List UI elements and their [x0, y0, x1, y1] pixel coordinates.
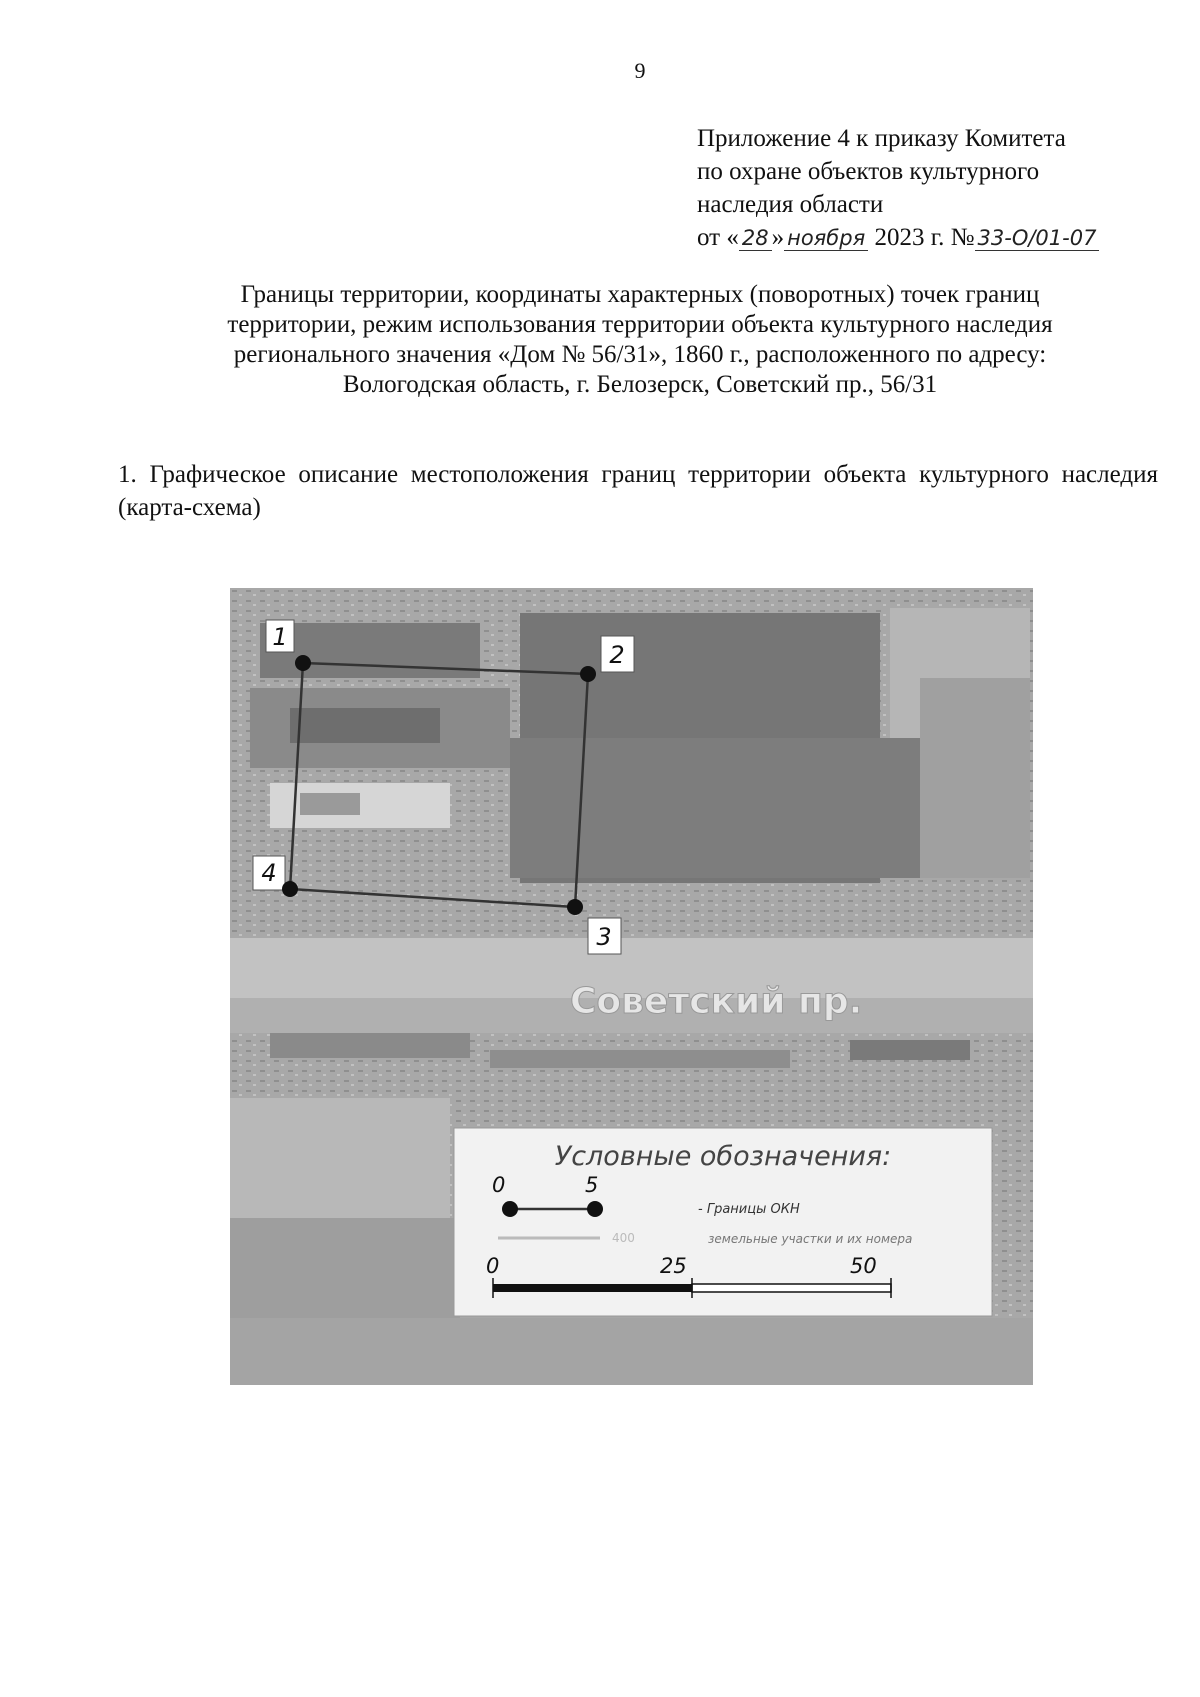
date-month: ноября — [784, 226, 868, 251]
legend-title: Условные обозначения: — [554, 1141, 892, 1172]
order-number: 33-О/01-07 — [975, 226, 1100, 251]
appendix-date-line — [697, 221, 1157, 255]
section-1-heading: 1. Графическое описание местоположения границ территории объекта культурного наследия (карта-схема) — [118, 461, 1158, 521]
title-line-1: Границы территории, координаты характерных (поворотных) точек границ — [240, 281, 1040, 308]
title-line-4: Вологодская область, г. Белозерск, Советский пр., 56/31 — [342, 371, 938, 398]
point-marker-4 — [282, 881, 298, 897]
date-year: 2023 г. № — [874, 224, 975, 251]
page-number: 9 — [634, 58, 646, 83]
legend-boundary-label: - Границы ОКН — [698, 1202, 800, 1217]
scale-bar-light — [692, 1284, 891, 1292]
scale-label-50: 50 — [850, 1254, 877, 1278]
appendix-line-1: Приложение 4 к приказу Комитета — [697, 125, 1066, 152]
point-marker-1 — [295, 655, 311, 671]
legend-parcel-label: земельные участки и их номера — [708, 1232, 913, 1246]
appendix-header — [697, 122, 1157, 255]
document-title — [150, 280, 1130, 400]
appendix-line-3: наследия области — [697, 191, 884, 218]
scale-label-25: 25 — [660, 1254, 687, 1278]
point-marker-3 — [567, 899, 583, 915]
street-label: Советский пр. — [570, 981, 863, 1022]
point-label-1: 1 — [272, 623, 288, 651]
point-marker-2 — [580, 666, 596, 682]
point-label-2: 2 — [609, 641, 625, 669]
legend-point-end — [587, 1201, 603, 1217]
map-legend — [454, 1128, 992, 1316]
small-scale-end: 5 — [585, 1173, 599, 1197]
scale-label-0: 0 — [486, 1254, 500, 1278]
appendix-line-2: по охране объектов культурного — [697, 158, 1040, 185]
point-label-3: 3 — [596, 923, 612, 951]
date-sep: » — [771, 224, 785, 251]
scale-bar-dark — [493, 1284, 692, 1292]
legend-parcel-number: 400 — [612, 1231, 635, 1245]
legend-point-start — [502, 1201, 518, 1217]
small-scale-start: 0 — [492, 1173, 506, 1197]
date-day: 28 — [739, 226, 772, 251]
title-line-3: регионального значения «Дом № 56/31», 1860 г., расположенного по адресу: — [233, 341, 1047, 368]
map-scheme — [230, 588, 1033, 1385]
date-prefix: от « — [697, 224, 739, 251]
point-label-4: 4 — [261, 859, 277, 887]
title-line-2: территории, режим использования территории объекта культурного наследия — [227, 311, 1053, 338]
